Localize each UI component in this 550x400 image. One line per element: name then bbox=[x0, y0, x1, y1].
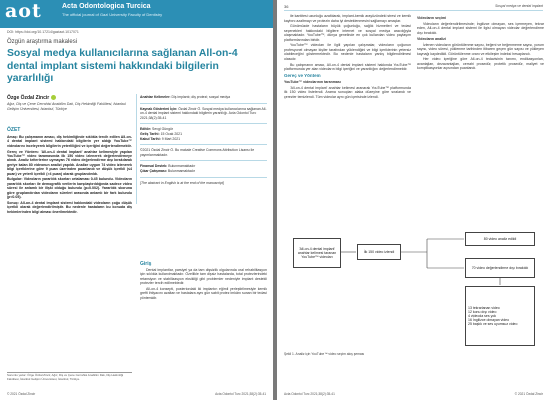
body-paragraph: All-on-4 konsepti, posteriordaki iki implantın eğimli yerleştirilmesiyle kemik grefti ihtiyacını azaltan ve hastalara aynı gün sabit protez imkânı sunan bir tedavi yöntemidir. bbox=[140, 286, 267, 300]
editor: Sevgi Güngör bbox=[152, 127, 174, 132]
flow-reason: 25 başlık ve ses uyumsuz video bbox=[468, 322, 518, 326]
body-paragraph: İzlenen videoların görüntülenme sayısı, beğeni ve beğenmeme sayısı, yorum sayısı, video süresi, yüklenme tarihinden itibaren geçen gün sayısı ve yükleyen kaynağı kaydedildi. Görüntülenme oranı ve etkileşim indeksi hesaplandı. bbox=[417, 42, 544, 56]
meta-divider bbox=[140, 160, 267, 161]
journal-title: Acta Odontologica Turcica bbox=[62, 3, 151, 10]
footer-right: © 2021 Özdal Zincir bbox=[514, 392, 543, 396]
analysis-heading: Videoların analizi bbox=[417, 37, 446, 41]
keywords: Diş implantı; diş protezi; sosyal medya bbox=[171, 95, 231, 99]
funding: Bulunmamaktadır bbox=[168, 164, 196, 169]
author-name bbox=[7, 95, 56, 101]
flow-box-search: 'All-on-4 dental implant' anahtar kelimesi taranan YouTube™ videoları bbox=[293, 238, 341, 268]
body-paragraph: Her video içeriğine göre All-on-4 tedavisinin tanımı, endikasyonları, avantajları, dezavantajları, cerrahi prosedür, protetik prosedür, maliyet ve komplikasyonlar açısından puanlandı. bbox=[417, 57, 544, 71]
body-paragraph: Videoların değerlendirilmesinde; İngilizce olmayan, ses içermeyen, tekrar eden, All-on-4 dental implant sistemi ile ilgisi olmayan videolar değerlendirme dışı bırakıldı. bbox=[417, 21, 544, 35]
citation: Özdal Zincir Ö. Sosyal medya kullanıcılarına sağlanan All-on-4 dental implant sistemi hakkındaki bilgilerin yararlılığı. Acta Odontol Turc 2021;38(2):35-41 bbox=[140, 106, 267, 120]
funding-label: Finansal Destek: bbox=[140, 164, 168, 169]
flow-box-first-150: İlk 150 video izlendi bbox=[357, 244, 401, 260]
body-paragraph: 'All-on-4 dental implant' anahtar kelimesi aranarak YouTube™ platformunda ilk 150 video listelendi. Arama sonuçları alaka düzeyine göre sıralandı ve çerezler temizlendi. Tüm videolar aynı gün içerisinde izlendi. bbox=[284, 85, 411, 99]
running-head: Sosyal medya ve dental implant bbox=[495, 4, 543, 8]
flow-reason: 16 İngilizce olmayan video bbox=[468, 318, 510, 322]
author-name-text: Özge Özdal Zincir bbox=[7, 95, 50, 101]
selection-heading: Videoların seçimi bbox=[417, 16, 447, 20]
article-category: Özgün araştırma makalesi bbox=[7, 39, 78, 45]
methods-heading: Gereç ve Yöntem bbox=[284, 72, 321, 78]
author-affiliation: Ağız, Diş ve Çene Cerrahisi Anabilim Dalı, Diş Hekimliği Fakültesi, İstanbul Gelişim Üniversitesi, İstanbul, Türkiye bbox=[7, 102, 126, 111]
abstract-paragraph: Amaç: Bu çalışmanın amacı, diş hekimliğinde sıklıkla tercih edilen All-on-4 dental implant sistemi hakkındaki bilgilerin yer aldığı YouTube™ videolarını inceleyerek bilgilerin yeterliliğini ve içeriğini değerlendirmektir. bbox=[7, 135, 132, 148]
body-paragraph: ile kantitesi uzunluğu azaltılarak, implant-kemik arayüzündeki stresi ve kemik kaybını azaltmayı ve protezin daha iyi desteklenmesini sağlamayı amaçlar. bbox=[284, 14, 411, 23]
citation-label: Kaynak Gösterimi İçin: bbox=[140, 106, 178, 111]
flow-box-analyzed: 80 video analiz edildi bbox=[465, 232, 535, 246]
flow-reason: 4 videoda ses yok bbox=[468, 314, 497, 318]
conflict: Bulunmamaktadır bbox=[167, 168, 195, 173]
copyright-notice: ©2021 Özdal Zincir Ö. Bu makale Creative Commons Attribution Lisansı ile yayımlanmaktadır. bbox=[140, 148, 255, 157]
editor-label: Editör: bbox=[140, 127, 152, 132]
body-paragraph: YouTube™ videoları ile ilgili yapılan çalışmalar, videoların çoğunun profesyonel olmayan kişiler tarafından yüklendiğini ve bilgi içeriklerinin yetersiz olabileceğini göstermektedir. Bu nedenle hastaların yanlış bilgilendirilmesi olasıdır. bbox=[284, 43, 411, 61]
meta-divider bbox=[140, 144, 267, 145]
footer-left: © 2021 Özdal Zincir bbox=[7, 392, 36, 396]
footer-right: Acta Odontol Turc 2021;38(2):35-41 bbox=[215, 392, 266, 396]
body-paragraph: Dental implantlar, parsiyel ya da tam dişsizlik olgularında oral rehabilitasyon için sıklıkla kullanılmaktadır. Özellikle tam dişsiz hastalarda, total protezlerindeki retansiyon ve stabilizasyon eksikliği gibi problemler nedeniyle implant destekli protezler tercih edilmektedir. bbox=[140, 267, 267, 285]
meta-divider bbox=[140, 103, 267, 104]
flow-box-excluded: 70 video değerlendirme dışı bırakıldı bbox=[465, 258, 535, 278]
figure-caption: Şekil 1. Analiz için YouTube™ video seçim akış şeması bbox=[284, 352, 365, 356]
article-metadata bbox=[140, 95, 267, 185]
accepted-label: Kabul Tarihi: bbox=[140, 136, 161, 141]
accepted-date: 9 Mart 2021 bbox=[161, 136, 181, 141]
introduction-heading: Giriş bbox=[140, 261, 152, 267]
body-paragraph: Günümüzde hastaların büyük çoğunluğu, sağlık hizmetleri ve tedavi seçenekleri hakkındaki bilgilere internet ve sosyal medya aracılığıyla ulaşmaktadır. YouTube™, dünya genelinde en çok kullanılan video paylaşım platformlarından biridir. bbox=[284, 24, 411, 42]
flowchart-arrows bbox=[277, 0, 550, 400]
keywords-label: Anahtar Kelimeler: bbox=[140, 95, 171, 99]
abstract-body bbox=[7, 135, 132, 215]
flow-reason: 13 tekrarlanan video bbox=[468, 306, 500, 310]
english-abstract-note: [The abstract in English is at the end of the manuscript] bbox=[140, 180, 224, 185]
abstract-paragraph: Gereç ve Yöntem: 'All-on-4 dental implant' anahtar kelimesiyle yapılan YouTube™ video taramasında ilk 150 video izlenerek değerlendirmeye alındı. Analiz kriterlerine uymayan 76 video değerlendirme dışı bırakılarak geriye kalan 80 videonun analizi yapıldı. Analize uygun 74 video izlenerek bilgi içeriklerine göre 9 puan üzerinden puanlandı ve düşük içerikli (≤4 puan) ve yeterli içerikli (>4 puan) olarak gruplandırıldı. bbox=[7, 149, 132, 176]
abstract-paragraph: Bulgular: Videoların yararlılık skorları ortalaması 0.45 bulundu. Videoların yararlılık skorları ile demografik verilerin karşılaştırıldığında sadece video süresi ile anlamlı bir ilişki olduğu bulundu (p=0.002). Yararlılık skoruna göre gruplandırılan videoların süreleri arasında anlamlı bir fark bulundu (p<0.05). bbox=[7, 177, 132, 200]
doi-link[interactable]: DOI: https://doi.org/10.17214/gaziaot.1017071 bbox=[7, 30, 79, 34]
introduction-section bbox=[140, 260, 267, 301]
received-date: 15 Ocak 2021 bbox=[160, 131, 182, 136]
meta-divider bbox=[140, 123, 267, 124]
conflict-label: Çıkar Çatışması: bbox=[140, 168, 167, 173]
orcid-icon[interactable] bbox=[51, 95, 56, 100]
right-page bbox=[277, 0, 550, 400]
received-label: Geliş Tarihi: bbox=[140, 131, 160, 136]
flow-reason: 12 konu dışı video bbox=[468, 310, 497, 314]
methods-subheading: YouTube™ videolarının taranması bbox=[284, 80, 341, 85]
article-title: Sosyal medya kullanıcılarına sağlanan All-on-4 dental implant sistemi hakkındaki bilgilerin yararlılığı bbox=[7, 48, 238, 84]
meta-divider bbox=[140, 177, 267, 178]
column-divider bbox=[136, 94, 137, 204]
correspondence-footnote: Sorumlu yazar: Özge Özdal Zincir, Ağız, Diş ve Çene Cerrahisi Anabilim Dalı, Diş Hekimliği Fakültesi, İstanbul Gelişim Üniversitesi, İstanbul, Türkiye. bbox=[7, 372, 132, 381]
journal-logo: aot bbox=[5, 0, 42, 22]
abstract-heading: ÖZET bbox=[7, 127, 21, 133]
abstract-paragraph: Sonuç: All-on-4 dental implant sistemi hakkındaki videoların çoğu düşük içerikli olarak değerlendirilmiştir. Bu nedenle hastaların bu konuda diş hekimlerinden bilgi alması önerilmektedir. bbox=[7, 200, 132, 214]
page-number: 36 bbox=[284, 4, 289, 9]
footer-left: Acta Odontol Turc 2021;38(2):35-41 bbox=[284, 392, 335, 396]
left-page bbox=[0, 0, 273, 400]
journal-subtitle: The official journal of Gazi University Faculty of Dentistry bbox=[62, 12, 163, 17]
journal-header-band bbox=[0, 0, 273, 28]
body-paragraph: Bu çalışmanın amacı, All-on-4 dental implant sistemi hakkında YouTube™ platformunda yer alan videoların bilgi içeriğini ve yararlılığını değerlendirmektir. bbox=[284, 62, 411, 72]
